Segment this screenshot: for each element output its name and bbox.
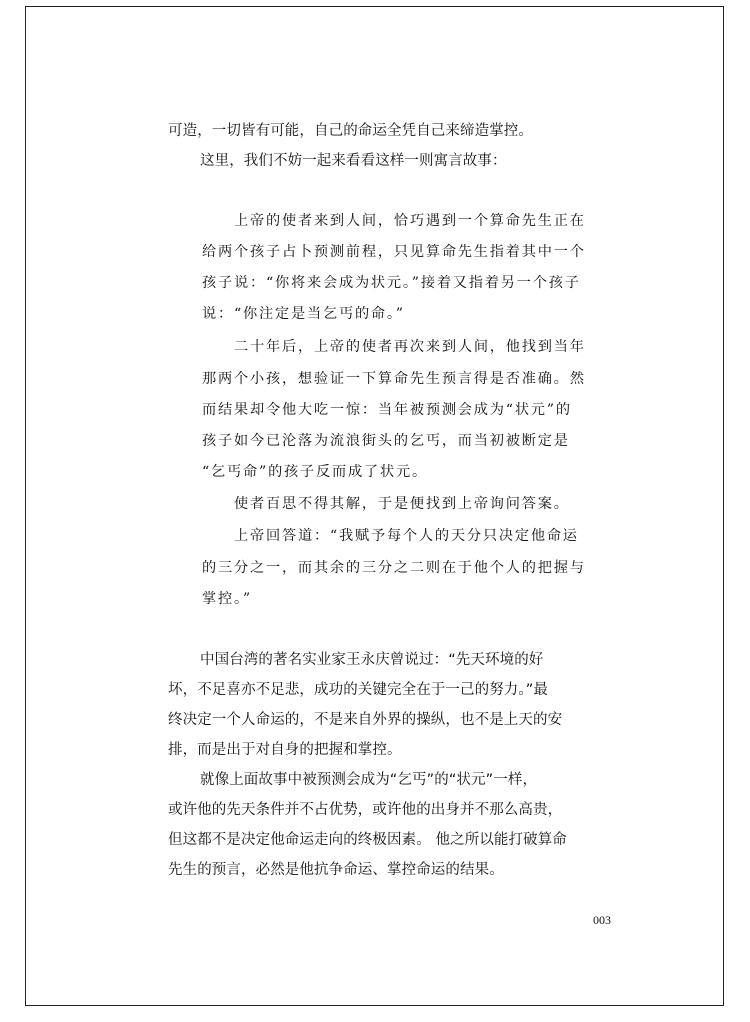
conclusion-line-3: 终决定一个人命运的，不是来自外界的操纵，也不是上天的安 <box>168 712 563 728</box>
conclusion-line-2: 坏，不足喜亦不足悲，成功的关键完全在于一己的努力。”最 <box>168 682 548 698</box>
fable-line-11: 上帝回答道：“我赋予每个人的天分只决定他命运 <box>234 528 579 544</box>
fable-line-5: 二十年后，上帝的使者再次来到人间，他找到当年 <box>234 339 586 355</box>
fable-line-12: 的三分之一，而其余的三分之二则在于他个人的把握与 <box>202 560 586 576</box>
fable-line-13: 掌控。” <box>202 591 252 607</box>
conclusion-line-6: 或许他的先天条件并不占优势，或许他的出身并不那么高贵， <box>168 802 563 818</box>
conclusion-line-5: 就像上面故事中被预测会成为“乞丐”的“状元”一样， <box>200 772 538 788</box>
fable-line-2: 给两个孩子占卜预测前程，只见算命先生指着其中一个 <box>202 244 586 260</box>
fable-line-9: “乞丐命”的孩子反而成了状元。 <box>202 464 428 480</box>
conclusion-line-7: 但这都不是决定他命运走向的终极因素。 他之所以能打破算命 <box>168 832 567 848</box>
fable-line-7: 而结果却令他大吃一惊：当年被预测会成为“状元”的 <box>202 402 572 418</box>
fable-line-8: 孩子如今已沦落为流浪街头的乞丐，而当初被断定是 <box>202 433 570 449</box>
fable-line-4: 说：“你注定是当乞丐的命。” <box>202 306 405 322</box>
conclusion-line-8: 先生的预言，必然是他抗争命运、掌控命运的结果。 <box>168 862 504 878</box>
conclusion-line-4: 排，而是出于对自身的把握和掌控。 <box>168 742 402 758</box>
intro-line-1: 可造，一切皆有可能，自己的命运全凭自己来缔造掌控。 <box>168 123 533 139</box>
fable-line-1: 上帝的使者来到人间，恰巧遇到一个算命先生正在 <box>234 213 586 229</box>
conclusion-line-1: 中国台湾的著名实业家王永庆曾说过：“先天环境的好 <box>200 652 544 668</box>
fable-line-6: 那两个小孩，想验证一下算命先生预言得是否准确。然 <box>202 371 586 387</box>
fable-line-10: 使者百思不得其解，于是便找到上帝询问答案。 <box>234 496 570 512</box>
intro-line-2: 这里，我们不妨一起来看看这样一则寓言故事： <box>200 153 507 169</box>
page-number: 003 <box>593 913 611 927</box>
fable-line-3: 孩子说：“你将来会成为状元。”接着又指着另一个孩子 <box>202 275 581 291</box>
